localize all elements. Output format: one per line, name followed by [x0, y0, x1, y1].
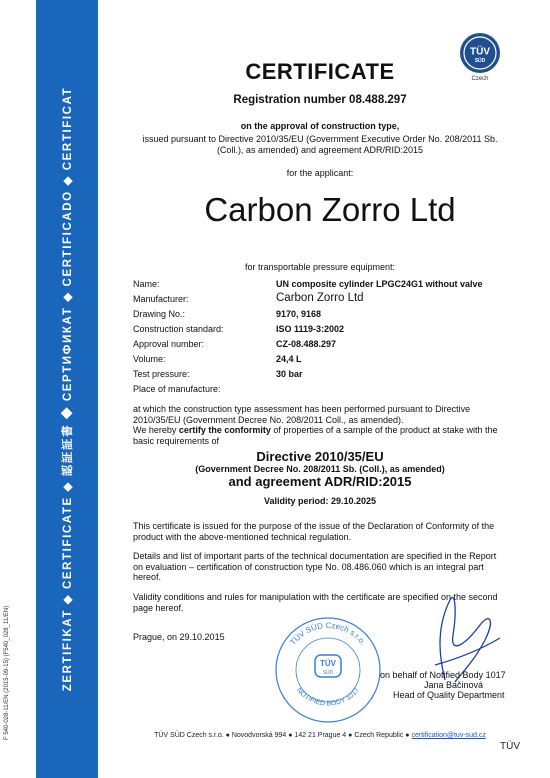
purpose-line-2: product with the above-mentioned technical regulation.: [133, 531, 352, 542]
field-row-place: [133, 384, 533, 397]
certificate-title: CERTIFICATE: [245, 59, 395, 84]
field-value: 9170, 9168: [276, 309, 322, 319]
assessment-line-2: 2010/35/EU (Government Decree No. 208/2011 Coll., as amended).: [133, 414, 404, 425]
field-row-name: [133, 279, 533, 292]
field-label: Manufacturer:: [133, 294, 189, 304]
assessment-line-1: at which the construction type assessment has been performed pursuant to Directive: [133, 404, 471, 414]
form-code: F 540-028-11/EN (2015-09-15) (F540_028_11/EN): [4, 605, 10, 740]
stamp-text-2: NOTIFIED BODY 1017: [295, 686, 361, 708]
field-value: 24,4 L: [276, 354, 302, 364]
official-stamp: [268, 610, 388, 730]
details-paragraph: [133, 551, 498, 583]
stripe-text: ZERTIFIKAT ◆ CERTIFICATE ◆ 認証証書 ◆ СЕРТИФИКАТ ◆ CERTIFICADO ◆ CERTIFICAT: [62, 86, 74, 692]
footer-address: [110, 732, 530, 739]
svg-text:NOTIFIED BODY 1017: [295, 687, 361, 708]
certificate-stripe: [36, 0, 98, 778]
field-label: Test pressure:: [133, 369, 190, 379]
behalf-line: on behalf of Notified Body 1017: [380, 670, 506, 680]
svg-text:TÜV SÜD Czech s.r.o.: [288, 621, 367, 647]
logo-sub: SÜD: [474, 58, 486, 64]
field-label: Drawing No.:: [133, 309, 186, 319]
field-row-manufacturer: [133, 294, 533, 307]
place-date: Prague, on 29.10.2015: [133, 632, 225, 642]
field-value: CZ-08.488.297: [276, 339, 337, 349]
signer-name: Jana Bačinová: [424, 680, 484, 690]
field-label: Approval number:: [133, 339, 205, 349]
certify-line-2: basic requirements of: [133, 435, 220, 446]
field-label: Place of manufacture:: [133, 384, 221, 394]
footer-email-link[interactable]: certification@tuv-sud.cz: [411, 732, 486, 739]
issued-line-2: (Coll.), as amended) and agreement ADR/RID:2015: [216, 145, 424, 155]
certify-line: [133, 425, 498, 436]
for-applicant-label: for the applicant:: [286, 168, 354, 178]
field-value: 30 bar: [276, 369, 303, 379]
validity-period: Validity period: 29.10.2025: [263, 496, 377, 506]
stamp-text: TÜV SÜD Czech s.r.o.: [288, 620, 368, 647]
footer-brand: TÜV: [500, 741, 520, 752]
registration-number: Registration number 08.488.297: [233, 94, 407, 106]
field-label: Name:: [133, 279, 160, 289]
field-value: Carbon Zorro Ltd: [276, 292, 364, 304]
details-line-1: Details and list of important parts of the technical documentation are specified in the Report: [133, 551, 497, 561]
stamp-brand: TÜV: [320, 659, 336, 668]
field-row-approval: [133, 339, 533, 352]
applicant-name: Carbon Zorro Ltd: [204, 191, 456, 228]
field-label: Volume:: [133, 354, 166, 364]
logo-country: Czech: [471, 76, 489, 81]
field-row-pressure: [133, 369, 533, 382]
certify-post: of properties of a sample of the product at stake with the: [270, 425, 498, 435]
validity-line-1: Validity conditions and rules for manipulation with the certificate are specified on the second: [133, 592, 498, 602]
details-line-2: on evaluation – certification of construction type No. 08.486.060 which is an integral part: [133, 561, 484, 572]
certify-pre: We hereby: [133, 425, 179, 435]
details-line-3: hereof.: [133, 572, 162, 582]
field-row-drawing: [133, 309, 533, 322]
field-value: UN composite cylinder LPGC24G1 without valve: [276, 279, 483, 289]
certify-bold: certify the conformity: [178, 425, 271, 435]
field-value: ISO 1119-3:2002: [276, 324, 345, 334]
purpose-paragraph: [133, 521, 498, 542]
purpose-line-1: This certificate is issued for the purpose of the issue of the Declaration of Conformity of the: [133, 521, 495, 531]
field-label: Construction standard:: [133, 324, 224, 334]
approval-line: on the approval of construction type,: [240, 121, 400, 131]
footer-text: TÜV SÜD Czech s.r.o. ● Novodvorská 994 ● 142 21 Prague 4 ● Czech Republic ●: [154, 732, 412, 739]
signer-title: Head of Quality Department: [393, 690, 505, 700]
assessment-paragraph: [133, 404, 498, 446]
directive-title: Directive 2010/35/EU: [256, 449, 384, 464]
field-row-standard: [133, 324, 533, 337]
stamp-sub: SÜD: [322, 670, 334, 676]
validity-line-2: page hereof.: [133, 602, 184, 613]
decree-line: (Government Decree No. 208/2011 Sb. (Coll.), as amended): [195, 464, 445, 474]
field-row-volume: [133, 354, 533, 367]
logo-brand: TÜV: [470, 46, 490, 58]
equipment-line: for transportable pressure equipment:: [244, 262, 396, 272]
issued-line-1: issued pursuant to Directive 2010/35/EU (Government Executive Order No. 208/2011 Sb.: [142, 134, 498, 144]
agreement-line: and agreement ADR/RID:2015: [228, 474, 412, 489]
